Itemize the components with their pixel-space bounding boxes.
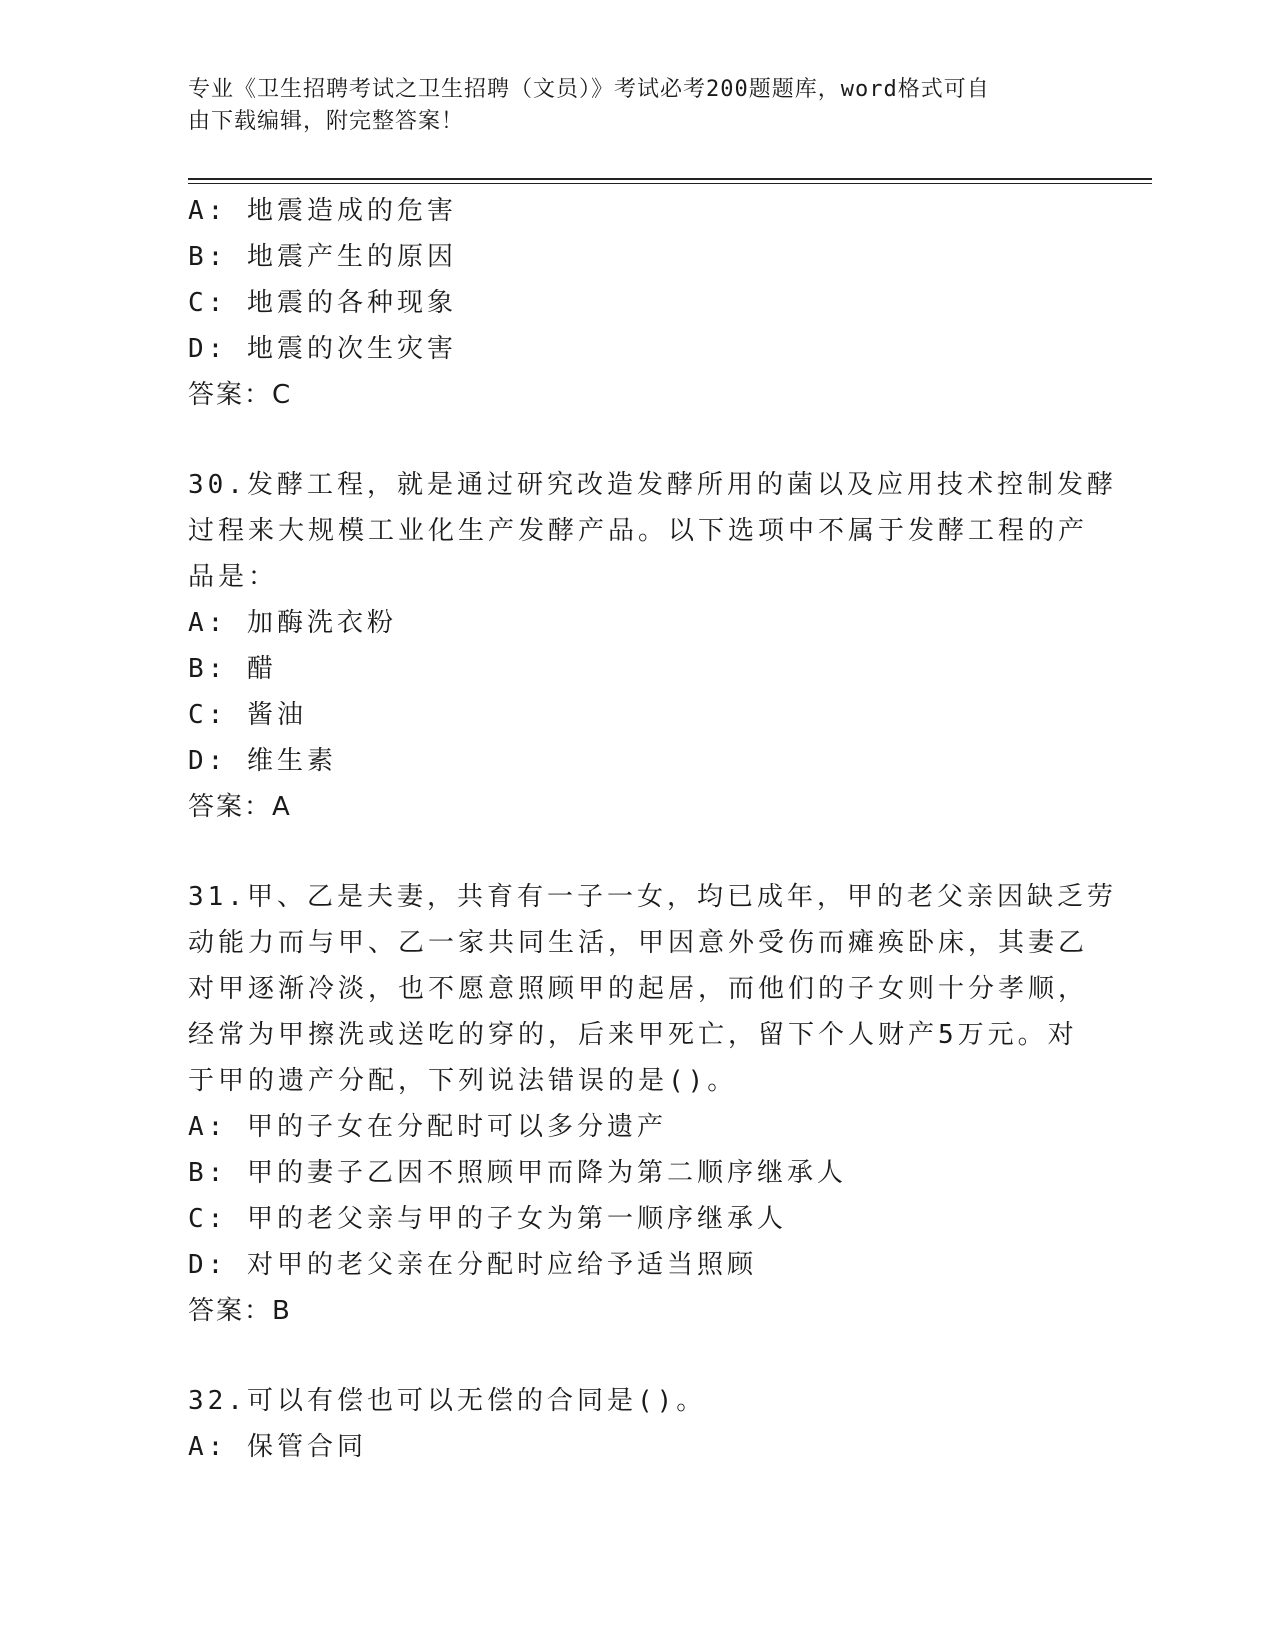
question-stem-line: 动能力而与甲、乙一家共同生活，甲因意外受伤而瘫痪卧床，其妻乙 [188, 928, 1089, 958]
option-c: C: 地震的各种现象 [188, 288, 457, 318]
question-stem-line: 30.发酵工程，就是通过研究改造发酵所用的菌以及应用技术控制发酵 [188, 470, 1117, 500]
header-line-2: 由下载编辑，附完整答案！ [188, 109, 465, 134]
option-c: C: 酱油 [188, 700, 307, 730]
question-31 [188, 874, 1117, 1334]
option-b: B: 地震产生的原因 [188, 242, 457, 272]
option-d: D: 对甲的老父亲在分配时应给予适当照顾 [188, 1250, 757, 1280]
answer: 答案：C [188, 380, 293, 410]
header-divider-thin [188, 183, 1152, 184]
option-a: A: 甲的子女在分配时可以多分遗产 [188, 1112, 667, 1142]
question-30 [188, 462, 1117, 830]
question-stem-line: 过程来大规模工业化生产发酵产品。以下选项中不属于发酵工程的产 [188, 516, 1089, 546]
document-header [188, 74, 1068, 138]
option-d: D: 维生素 [188, 746, 337, 776]
option-c: C: 甲的老父亲与甲的子女为第一顺序继承人 [188, 1204, 787, 1234]
question-stem-line: 品是： [188, 562, 279, 592]
question-32 [188, 1378, 1088, 1470]
header-line-1: 专业《卫生招聘考试之卫生招聘（文员）》考试必考200题题库，word格式可自 [188, 77, 990, 102]
question-list [188, 188, 1117, 1470]
question-stem-line: 31.甲、乙是夫妻，共育有一子一女，均已成年，甲的老父亲因缺乏劳 [188, 882, 1117, 912]
question-stem-line: 经常为甲擦洗或送吃的穿的，后来甲死亡，留下个人财产5万元。对 [188, 1020, 1078, 1050]
option-a: A: 加酶洗衣粉 [188, 608, 397, 638]
answer: 答案：A [188, 792, 292, 822]
option-b: B: 醋 [188, 654, 277, 684]
option-a: A: 地震造成的危害 [188, 196, 457, 226]
header-divider-thick [188, 178, 1152, 180]
option-d: D: 地震的次生灾害 [188, 334, 457, 364]
question-stem-line: 32.可以有偿也可以无偿的合同是()。 [188, 1386, 707, 1416]
option-a: A: 保管合同 [188, 1432, 367, 1462]
question-stem-line: 对甲逐渐冷淡，也不愿意照顾甲的起居，而他们的子女则十分孝顺， [188, 974, 1089, 1004]
question-29 [188, 188, 1088, 418]
question-stem-line: 于甲的遗产分配，下列说法错误的是()。 [188, 1066, 738, 1096]
option-b: B: 甲的妻子乙因不照顾甲而降为第二顺序继承人 [188, 1158, 847, 1188]
answer: 答案：B [188, 1296, 292, 1326]
